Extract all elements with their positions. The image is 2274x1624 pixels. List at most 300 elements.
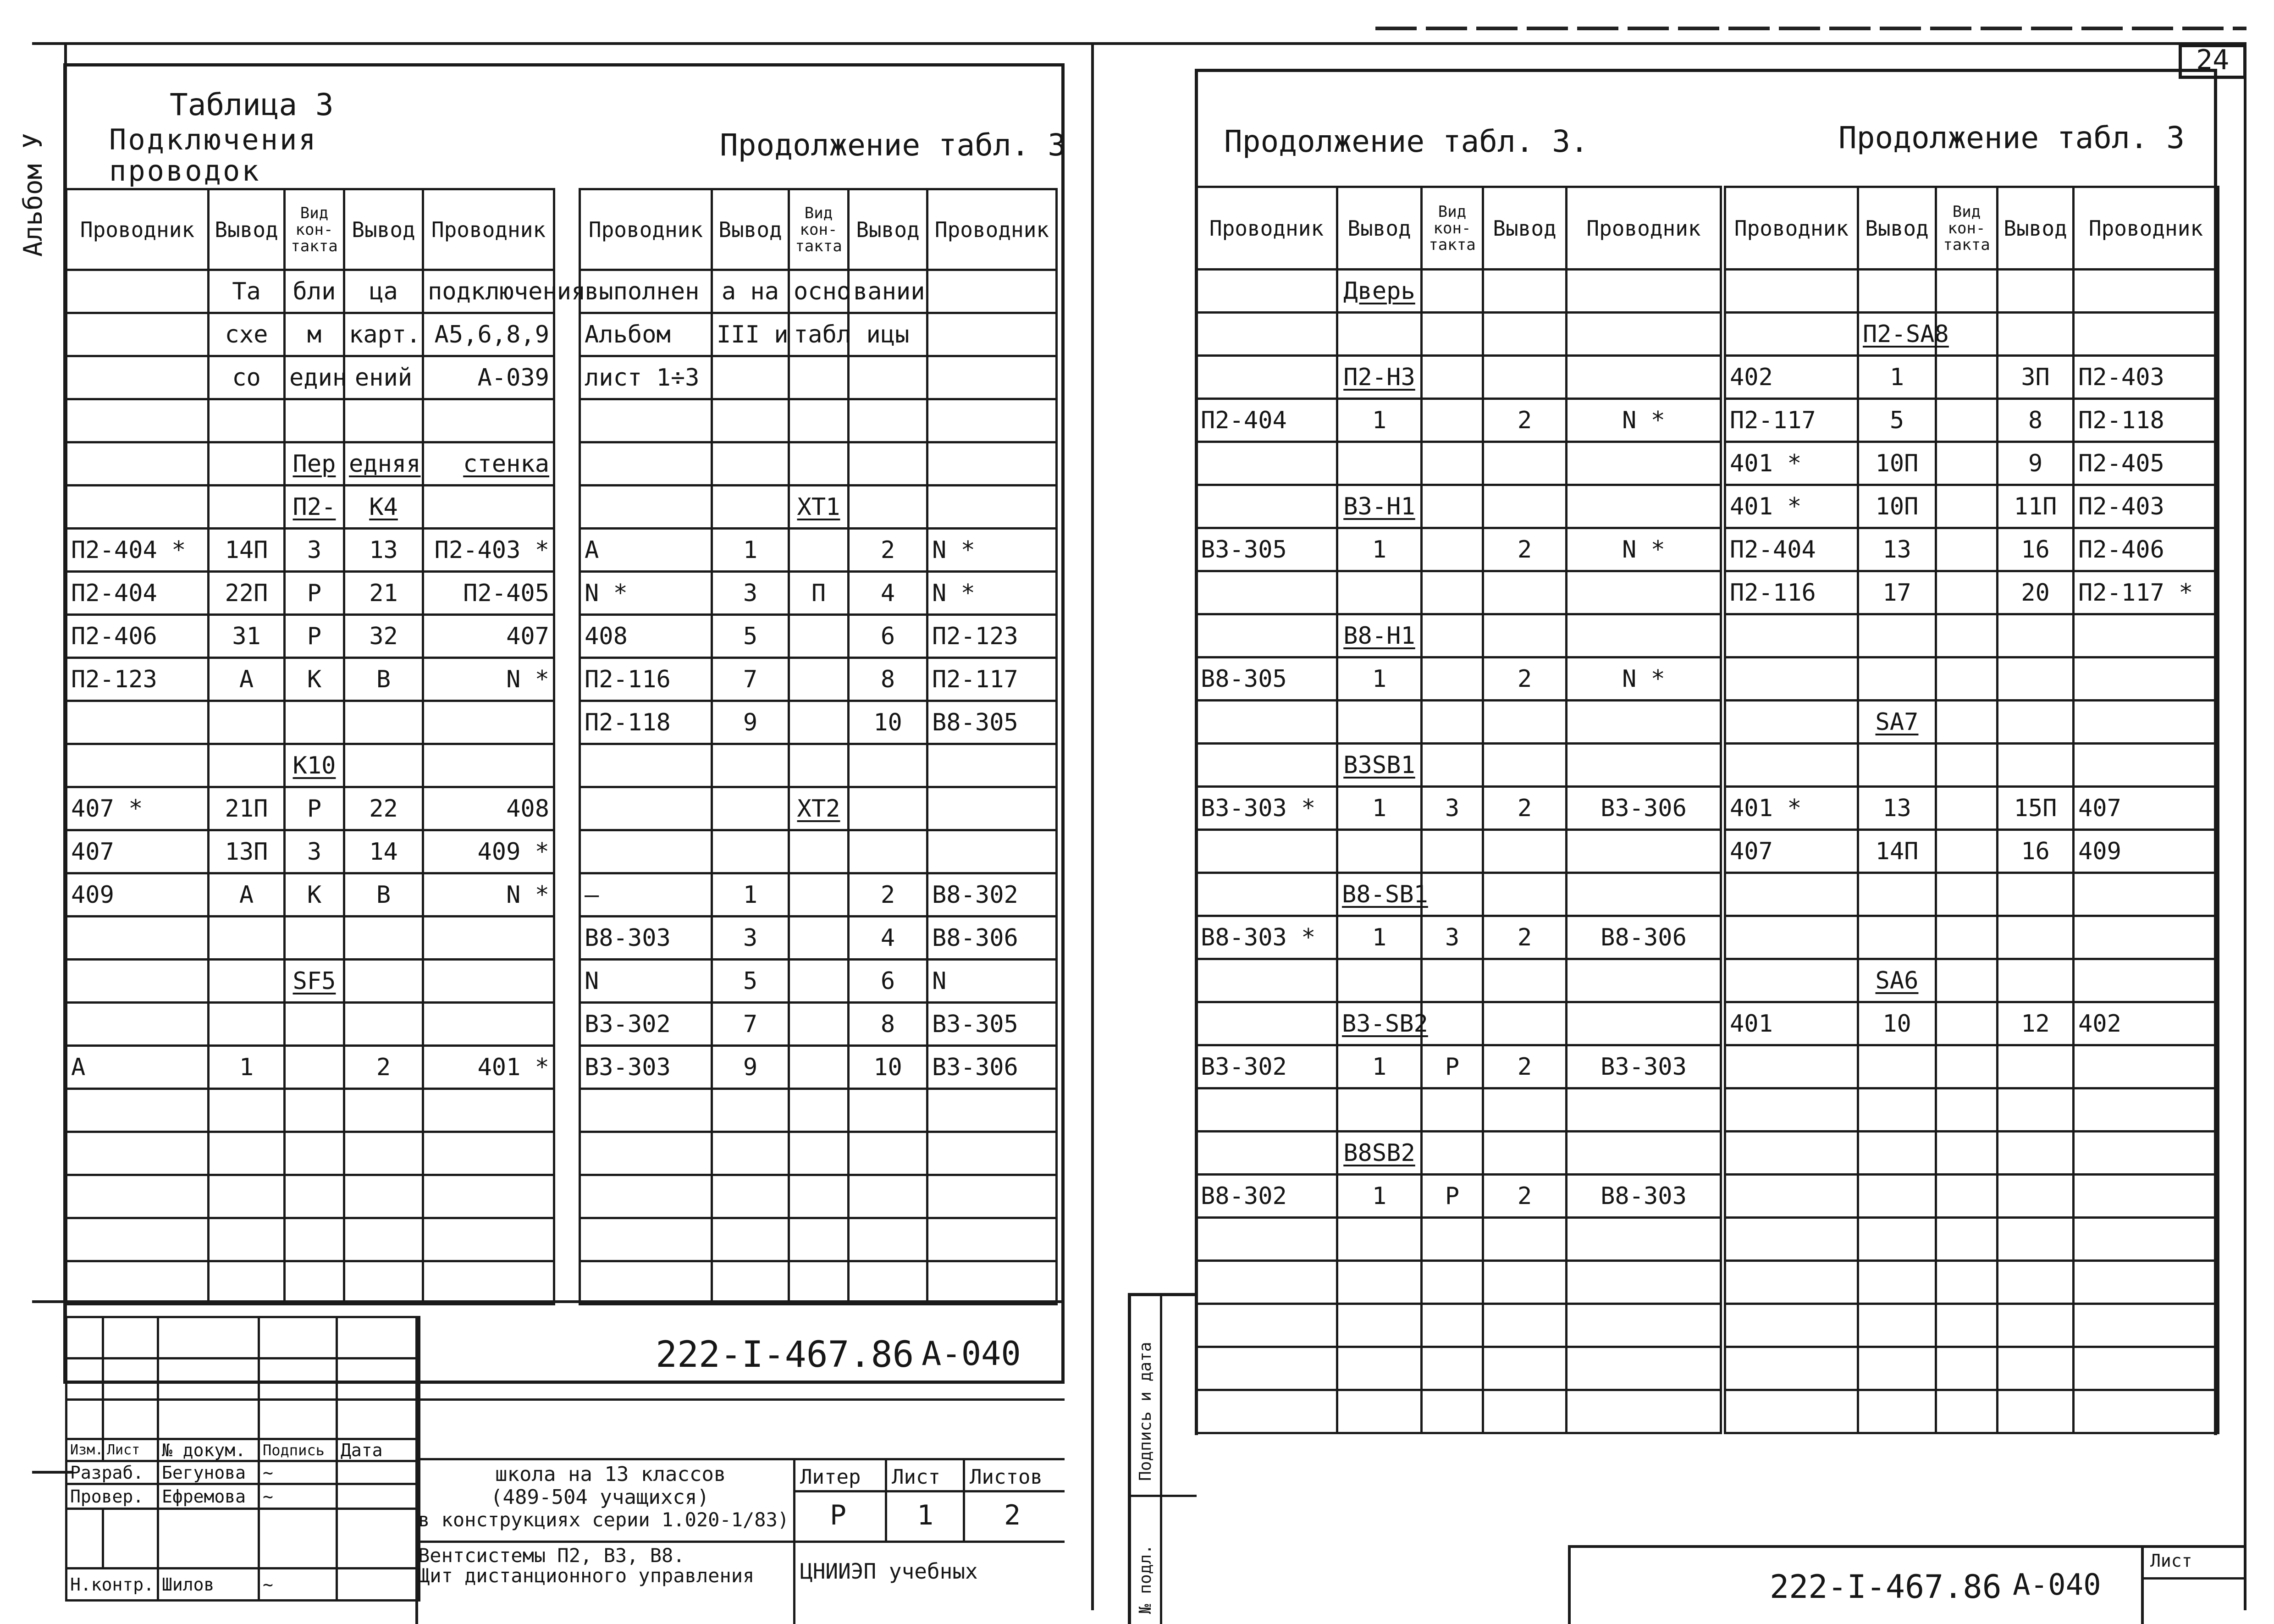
table-cell bbox=[1725, 614, 1858, 657]
table-cell bbox=[2074, 657, 2219, 701]
table-cell bbox=[209, 1089, 285, 1132]
table-cell bbox=[1483, 614, 1567, 657]
table-cell bbox=[344, 1089, 423, 1132]
table-cell bbox=[1858, 1218, 1936, 1261]
table-cell: N * bbox=[423, 873, 554, 917]
table-row bbox=[1725, 701, 2219, 744]
table-cell: В3SB1 bbox=[1337, 744, 1422, 787]
table-cell bbox=[789, 701, 849, 744]
table-cell bbox=[209, 486, 285, 529]
sheets-label: Листов bbox=[970, 1465, 1043, 1489]
table-cell: 9 bbox=[712, 1046, 789, 1089]
table-cell bbox=[1483, 270, 1567, 313]
table-cell: В3-306 bbox=[927, 1046, 1057, 1089]
table-cell bbox=[580, 1261, 712, 1304]
table-cell bbox=[1422, 313, 1483, 356]
table-cell bbox=[1936, 744, 1998, 787]
table-cell bbox=[1196, 614, 1337, 657]
table-cell: 6 bbox=[849, 615, 927, 658]
table-cell bbox=[1858, 1347, 1936, 1390]
table-cell: 402 bbox=[1725, 356, 1858, 399]
table-cell: 1 bbox=[209, 1046, 285, 1089]
table-row bbox=[1196, 1045, 1721, 1088]
table-cell bbox=[1936, 916, 1998, 959]
organization: ЦНИИЭП учебных bbox=[800, 1559, 978, 1584]
table-cell bbox=[1858, 744, 1936, 787]
table-cell bbox=[1936, 614, 1998, 657]
table-row bbox=[1196, 1175, 1721, 1218]
table-cell bbox=[1196, 744, 1337, 787]
table-cell bbox=[1998, 313, 2074, 356]
table-cell bbox=[1567, 701, 1721, 744]
table-cell: Альбом bbox=[580, 313, 712, 356]
table-cell bbox=[1725, 959, 1858, 1002]
continued-label-right: Продолжение табл. 3 bbox=[1838, 120, 2185, 155]
table-cell bbox=[1422, 1132, 1483, 1175]
table-cell: подключения bbox=[423, 270, 554, 313]
table-row bbox=[1196, 657, 1721, 701]
table-cell bbox=[1483, 1088, 1567, 1132]
table-cell: 401 bbox=[1725, 1002, 1858, 1045]
table-cell bbox=[1936, 830, 1998, 873]
col-header-contact-type: Вид кон-такта bbox=[1936, 187, 1998, 270]
table-cell bbox=[1196, 959, 1337, 1002]
footer-frame-left bbox=[1568, 1545, 1571, 1624]
table-cell bbox=[712, 1218, 789, 1261]
table-cell bbox=[2074, 744, 2219, 787]
table-cell: К10 bbox=[285, 744, 344, 787]
table-row bbox=[66, 442, 554, 486]
table-cell bbox=[1936, 270, 1998, 313]
table-cell bbox=[1858, 873, 1936, 916]
table-cell bbox=[712, 442, 789, 486]
sheet-divider bbox=[1091, 42, 1094, 1610]
table-row bbox=[580, 1132, 1057, 1175]
table-cell bbox=[1725, 916, 1858, 959]
table-cell bbox=[1483, 1390, 1567, 1433]
table-cell: 5 bbox=[712, 615, 789, 658]
table-cell bbox=[712, 787, 789, 830]
table-cell: табл bbox=[789, 313, 849, 356]
table-cell bbox=[1725, 1175, 1858, 1218]
table-cell bbox=[2074, 1304, 2219, 1347]
table-cell bbox=[789, 744, 849, 787]
table-cell: 401 * bbox=[1725, 442, 1858, 485]
table-cell: 4 bbox=[849, 917, 927, 960]
footer-sheet-divider bbox=[2141, 1545, 2144, 1624]
table-title: Таблица 3 bbox=[170, 87, 334, 122]
table-row bbox=[66, 399, 554, 442]
table-cell bbox=[1936, 1088, 1998, 1132]
table-cell: вании bbox=[849, 270, 927, 313]
table-cell bbox=[1337, 1218, 1422, 1261]
table-cell: Р bbox=[285, 572, 344, 615]
table-cell bbox=[66, 313, 209, 356]
table-cell: В bbox=[344, 658, 423, 701]
table-cell: П2-406 bbox=[66, 615, 209, 658]
table-cell: III и bbox=[712, 313, 789, 356]
table-cell bbox=[927, 1218, 1057, 1261]
table-cell bbox=[1422, 744, 1483, 787]
table-cell bbox=[1196, 1261, 1337, 1304]
table-cell bbox=[927, 1089, 1057, 1132]
table-cell bbox=[849, 486, 927, 529]
table-cell bbox=[1858, 614, 1936, 657]
table-cell bbox=[2074, 1347, 2219, 1390]
table-cell bbox=[1936, 1218, 1998, 1261]
table-cell: 401 * bbox=[1725, 485, 1858, 528]
table-cell bbox=[1998, 1218, 2074, 1261]
table-row bbox=[1196, 1390, 1721, 1433]
table-cell bbox=[285, 1089, 344, 1132]
table-row bbox=[1725, 1045, 2219, 1088]
table-cell bbox=[712, 1089, 789, 1132]
table-cell bbox=[1998, 270, 2074, 313]
table-row bbox=[66, 917, 554, 960]
table-cell bbox=[1567, 313, 1721, 356]
table-right-1 bbox=[1195, 186, 1722, 1434]
table-cell bbox=[1483, 1304, 1567, 1347]
table-cell: 1 bbox=[1337, 528, 1422, 571]
table-cell bbox=[1567, 571, 1721, 614]
table-row bbox=[66, 787, 554, 830]
table-cell: 2 bbox=[1483, 399, 1567, 442]
table-cell bbox=[1998, 1261, 2074, 1304]
table-cell bbox=[1998, 1390, 2074, 1433]
table-cell: З bbox=[285, 830, 344, 873]
table-cell bbox=[1337, 959, 1422, 1002]
table-cell bbox=[209, 1261, 285, 1304]
table-cell bbox=[2074, 313, 2219, 356]
table-subtitle-2: проводок bbox=[109, 154, 261, 188]
table-cell: В8-SB1 bbox=[1337, 873, 1422, 916]
col-header-conductor: Проводник bbox=[580, 189, 712, 270]
table-cell bbox=[580, 744, 712, 787]
signature-1: ~ bbox=[259, 1461, 337, 1484]
table-row bbox=[1725, 528, 2219, 571]
table-row bbox=[1196, 356, 1721, 399]
table-cell bbox=[1936, 959, 1998, 1002]
table-cell bbox=[927, 1261, 1057, 1304]
table-cell bbox=[1725, 1132, 1858, 1175]
table-cell: Пер bbox=[285, 442, 344, 486]
table-cell bbox=[1422, 614, 1483, 657]
table-cell: 32 bbox=[344, 615, 423, 658]
table-cell: N * bbox=[1567, 657, 1721, 701]
table-cell bbox=[1422, 657, 1483, 701]
table-cell bbox=[2074, 1088, 2219, 1132]
table-cell bbox=[285, 1046, 344, 1089]
table-cell: 8 bbox=[849, 1003, 927, 1046]
table-cell bbox=[1567, 873, 1721, 916]
table-cell: В8-305 bbox=[927, 701, 1057, 744]
col-header-conductor: Проводник bbox=[1196, 187, 1337, 270]
table-row bbox=[1725, 787, 2219, 830]
table-cell bbox=[789, 1046, 849, 1089]
table-cell: 8 bbox=[849, 658, 927, 701]
table-cell bbox=[2074, 1132, 2219, 1175]
table-cell bbox=[1936, 1175, 1998, 1218]
table-cell bbox=[1725, 744, 1858, 787]
table-cell bbox=[1483, 356, 1567, 399]
continued-label-left: Продолжение табл. 3 bbox=[720, 127, 1066, 163]
table-row bbox=[66, 486, 554, 529]
table-cell bbox=[849, 1089, 927, 1132]
table-cell bbox=[580, 1089, 712, 1132]
table-row bbox=[580, 1003, 1057, 1046]
table-row bbox=[1725, 313, 2219, 356]
top-line-right bbox=[1100, 42, 2246, 45]
table-cell: З bbox=[1422, 916, 1483, 959]
table-cell: 3 bbox=[712, 917, 789, 960]
table-cell bbox=[712, 1175, 789, 1218]
table-cell bbox=[927, 399, 1057, 442]
table-row bbox=[1196, 701, 1721, 744]
table-cell bbox=[1483, 442, 1567, 485]
table-cell bbox=[66, 1089, 209, 1132]
table-cell bbox=[2074, 916, 2219, 959]
table-cell: 9 bbox=[1998, 442, 2074, 485]
table-cell bbox=[1196, 571, 1337, 614]
table-cell bbox=[344, 399, 423, 442]
table-cell bbox=[1483, 485, 1567, 528]
table-row bbox=[66, 529, 554, 572]
col-header-pin: Вывод bbox=[712, 189, 789, 270]
table-cell: П2-406 bbox=[2074, 528, 2219, 571]
table-cell: З bbox=[1422, 787, 1483, 830]
table-cell bbox=[1858, 1175, 1936, 1218]
table-cell: – bbox=[580, 873, 712, 917]
table-cell bbox=[789, 399, 849, 442]
table-cell bbox=[1422, 485, 1483, 528]
table-row bbox=[66, 1175, 554, 1218]
table-cell: 407 bbox=[2074, 787, 2219, 830]
table-cell bbox=[285, 701, 344, 744]
col-header-contact-type: Вид кон-такта bbox=[1422, 187, 1483, 270]
table-cell bbox=[1936, 1304, 1998, 1347]
table-cell bbox=[1422, 1002, 1483, 1045]
table-row bbox=[1725, 270, 2219, 313]
table-cell bbox=[580, 830, 712, 873]
table-cell bbox=[1725, 270, 1858, 313]
stamp-drawing-divider bbox=[415, 1541, 1065, 1543]
table-cell bbox=[1196, 1002, 1337, 1045]
table-row bbox=[1196, 1304, 1721, 1347]
table-cell bbox=[1567, 1261, 1721, 1304]
table-cell: N * bbox=[1567, 399, 1721, 442]
table-cell: В8-306 bbox=[927, 917, 1057, 960]
table-cell bbox=[1422, 701, 1483, 744]
table-cell bbox=[1422, 1218, 1483, 1261]
table-row bbox=[1725, 657, 2219, 701]
table-cell bbox=[849, 442, 927, 486]
side-stamp-divider bbox=[1160, 1293, 1162, 1624]
table-cell bbox=[580, 486, 712, 529]
table-cell bbox=[66, 1261, 209, 1304]
table-cell bbox=[927, 313, 1057, 356]
table-cell bbox=[2074, 270, 2219, 313]
table-cell bbox=[849, 1132, 927, 1175]
table-cell bbox=[423, 1132, 554, 1175]
table-cell bbox=[66, 1175, 209, 1218]
table-cell bbox=[849, 399, 927, 442]
table-cell bbox=[209, 960, 285, 1003]
table-cell: В3-303 bbox=[580, 1046, 712, 1089]
table-cell bbox=[849, 1261, 927, 1304]
table-cell bbox=[712, 830, 789, 873]
stamp-name-developer: Бегунова bbox=[158, 1461, 259, 1484]
table-cell bbox=[1337, 1088, 1422, 1132]
table-row bbox=[66, 744, 554, 787]
table-cell: В8-303 * bbox=[1196, 916, 1337, 959]
table-cell: 407 * bbox=[66, 787, 209, 830]
table-cell bbox=[209, 1132, 285, 1175]
table-cell bbox=[1422, 1390, 1483, 1433]
table-cell bbox=[66, 701, 209, 744]
table-row bbox=[1725, 442, 2219, 485]
table-cell: ХТ1 bbox=[789, 486, 849, 529]
table-cell: А bbox=[580, 529, 712, 572]
stamp-role-checker: Провер. bbox=[66, 1484, 158, 1509]
table-cell bbox=[1567, 1088, 1721, 1132]
table-row bbox=[580, 270, 1057, 313]
table-cell: 409 * bbox=[423, 830, 554, 873]
table-cell: N * bbox=[927, 572, 1057, 615]
table-cell bbox=[789, 1218, 849, 1261]
table-cell: 2 bbox=[1483, 916, 1567, 959]
stage-value: Р bbox=[830, 1499, 847, 1531]
table-left-2 bbox=[579, 188, 1058, 1305]
side-label: Альбом У bbox=[18, 133, 48, 257]
table-row bbox=[1725, 485, 2219, 528]
table-cell: А-039 bbox=[423, 356, 554, 399]
table-cell: 7 bbox=[712, 658, 789, 701]
table-cell bbox=[789, 1261, 849, 1304]
table-row bbox=[1725, 1002, 2219, 1045]
table-row bbox=[66, 1261, 554, 1304]
table-cell bbox=[423, 1089, 554, 1132]
top-dashed-line bbox=[1375, 27, 2246, 30]
table-cell bbox=[1567, 356, 1721, 399]
table-row bbox=[580, 658, 1057, 701]
table-row bbox=[580, 442, 1057, 486]
table-cell: В8-306 bbox=[1567, 916, 1721, 959]
table-cell: П2-SA8 bbox=[1858, 313, 1936, 356]
table-row bbox=[1196, 787, 1721, 830]
sheet-label: Лист bbox=[892, 1465, 940, 1489]
table-cell bbox=[1196, 1132, 1337, 1175]
table-cell: 2 bbox=[344, 1046, 423, 1089]
table-cell bbox=[1567, 442, 1721, 485]
table-cell bbox=[1196, 313, 1337, 356]
table-cell bbox=[1196, 1088, 1337, 1132]
table-cell bbox=[209, 399, 285, 442]
table-cell: В8-Н1 bbox=[1337, 614, 1422, 657]
table-cell: 17 bbox=[1858, 571, 1936, 614]
table-cell: N * bbox=[1567, 528, 1721, 571]
table-cell bbox=[285, 1218, 344, 1261]
table-cell bbox=[1936, 657, 1998, 701]
table-cell: П2-117 * bbox=[2074, 571, 2219, 614]
table-cell: 12 bbox=[1998, 1002, 2074, 1045]
table-cell bbox=[1422, 528, 1483, 571]
table-left-1 bbox=[65, 188, 586, 1305]
side-stamp-label-2: Подпись и дата bbox=[1136, 1342, 1155, 1481]
table-cell bbox=[423, 960, 554, 1003]
table-cell: К bbox=[285, 658, 344, 701]
table-cell: 21П bbox=[209, 787, 285, 830]
stamp-literal-col2 bbox=[963, 1458, 965, 1541]
table-cell bbox=[1936, 1045, 1998, 1088]
table-cell bbox=[789, 1132, 849, 1175]
table-cell bbox=[2074, 1261, 2219, 1304]
table-right-2 bbox=[1724, 186, 2219, 1434]
table-cell: 7 bbox=[712, 1003, 789, 1046]
table-cell bbox=[1725, 657, 1858, 701]
table-cell: П2-403 bbox=[2074, 485, 2219, 528]
table-cell bbox=[1725, 1390, 1858, 1433]
table-row bbox=[1196, 1218, 1721, 1261]
stamp-name-checker: Ефремова bbox=[158, 1484, 259, 1509]
table-row bbox=[580, 701, 1057, 744]
table-row bbox=[580, 399, 1057, 442]
table-cell: В3-303 * bbox=[1196, 787, 1337, 830]
top-line-left bbox=[32, 42, 1100, 45]
col-header-contact-type: Вид кон-такта bbox=[285, 189, 344, 270]
footer-sheet-code: А-040 bbox=[2013, 1568, 2101, 1602]
table-cell: П2-404 bbox=[1725, 528, 1858, 571]
table-cell: П2-403 bbox=[2074, 356, 2219, 399]
table-row bbox=[1196, 571, 1721, 614]
table-cell: П2-116 bbox=[1725, 571, 1858, 614]
col-header-conductor: Проводник bbox=[1725, 187, 1858, 270]
table-cell: П2-118 bbox=[2074, 399, 2219, 442]
table-cell: 16 bbox=[1998, 830, 2074, 873]
table-cell: 10П bbox=[1858, 485, 1936, 528]
table-cell: В8-303 bbox=[1567, 1175, 1721, 1218]
table-row bbox=[1196, 485, 1721, 528]
table-cell bbox=[423, 1218, 554, 1261]
table-cell bbox=[927, 787, 1057, 830]
table-cell bbox=[344, 1132, 423, 1175]
table-cell: лист 1÷3 bbox=[580, 356, 712, 399]
sheet-code: А-040 bbox=[922, 1334, 1021, 1373]
stamp-top-line bbox=[32, 1300, 1065, 1303]
table-cell bbox=[423, 486, 554, 529]
table-cell bbox=[1337, 1347, 1422, 1390]
table-row bbox=[66, 701, 554, 744]
table-cell: 407 bbox=[66, 830, 209, 873]
table-row bbox=[1196, 1347, 1721, 1390]
table-cell: SA6 bbox=[1858, 959, 1936, 1002]
table-cell: 14П bbox=[1858, 830, 1936, 873]
table-cell bbox=[789, 615, 849, 658]
table-cell bbox=[1725, 1304, 1858, 1347]
table-cell: 1 bbox=[1337, 787, 1422, 830]
table-cell bbox=[1337, 571, 1422, 614]
table-cell: 1 bbox=[712, 873, 789, 917]
stamp-name-normcontrol: Шилов bbox=[158, 1569, 259, 1601]
table-cell: выполнен bbox=[580, 270, 712, 313]
footer-document-code: 222-I-467.86 bbox=[1770, 1568, 2002, 1606]
stamp-literal-row bbox=[793, 1490, 1065, 1492]
table-row bbox=[580, 572, 1057, 615]
table-cell bbox=[1422, 399, 1483, 442]
table-cell: 6 bbox=[849, 960, 927, 1003]
table-cell bbox=[1483, 873, 1567, 916]
table-cell: А bbox=[209, 873, 285, 917]
table-cell: 10 bbox=[1858, 1002, 1936, 1045]
